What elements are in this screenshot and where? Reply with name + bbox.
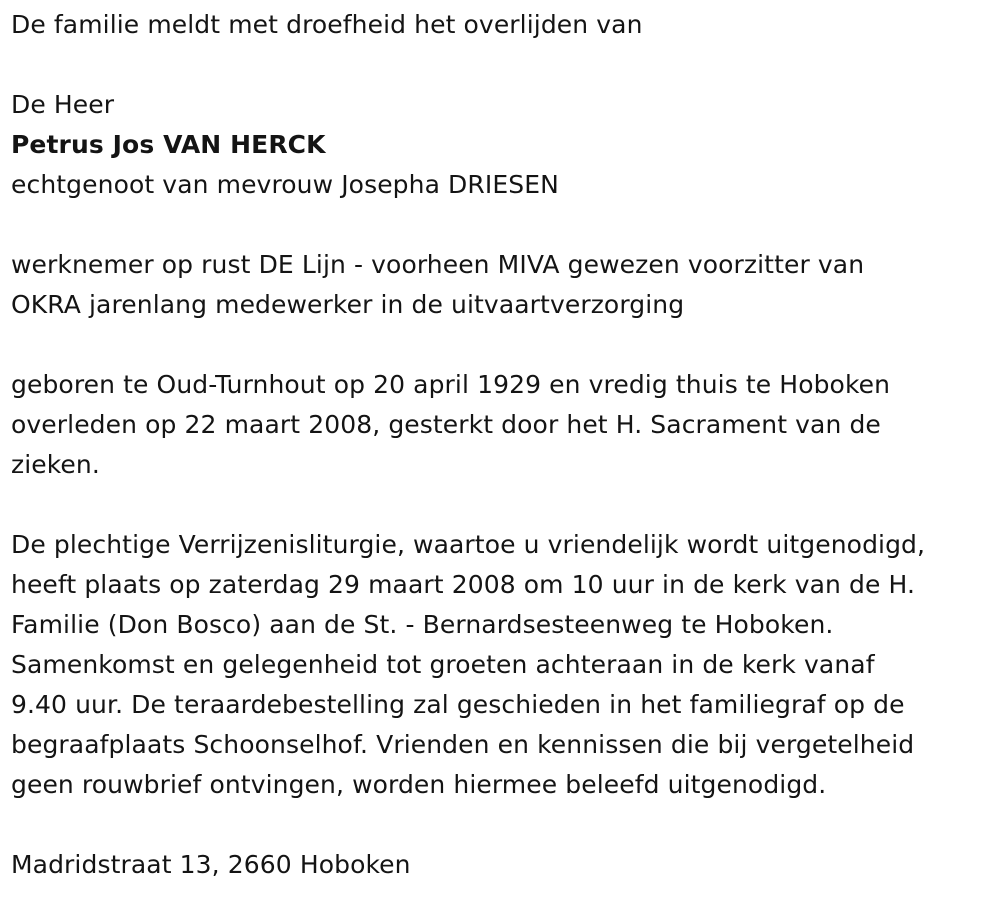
spacer — [11, 805, 986, 845]
spacer — [11, 205, 986, 245]
address-text: Madridstraat 13, 2660 Hoboken — [11, 850, 411, 879]
intro-text: De familie meldt met droefheid het overlijden van — [11, 10, 643, 39]
ceremony-line: De plechtige Verrijzenisliturgie, waartoe u vriendelijk wordt uitgenodigd, — [11, 530, 926, 559]
ceremony-line: begraafplaats Schoonselhof. Vrienden en kennissen die bij vergetelheid — [11, 730, 915, 759]
ceremony-paragraph — [11, 525, 986, 805]
birth-death-line: zieken. — [11, 450, 100, 479]
career-paragraph — [11, 245, 986, 325]
birth-death-line: geboren te Oud-Turnhout op 20 april 1929 en vredig thuis te Hoboken — [11, 370, 891, 399]
ceremony-line: heeft plaats op zaterdag 29 maart 2008 om 10 uur in de kerk van de H. — [11, 570, 916, 599]
deceased-name: Petrus Jos VAN HERCK — [11, 130, 326, 159]
birth-death-paragraph — [11, 365, 986, 485]
ceremony-line: Familie (Don Bosco) aan de St. - Bernardsesteenweg te Hoboken. — [11, 610, 834, 639]
spouse-text: echtgenoot van mevrouw Josepha DRIESEN — [11, 170, 559, 199]
spacer — [11, 485, 986, 525]
birth-death-line: overleden op 22 maart 2008, gesterkt door het H. Sacrament van de — [11, 410, 881, 439]
spacer — [11, 45, 986, 85]
ceremony-line: 9.40 uur. De teraardebestelling zal geschieden in het familiegraf op de — [11, 690, 905, 719]
career-line: werknemer op rust DE Lijn - voorheen MIVA gewezen voorzitter van — [11, 250, 865, 279]
spacer — [11, 325, 986, 365]
honorific-text: De Heer — [11, 90, 115, 119]
career-line: OKRA jarenlang medewerker in de uitvaartverzorging — [11, 290, 685, 319]
ceremony-line: geen rouwbrief ontvingen, worden hiermee beleefd uitgenodigd. — [11, 770, 827, 799]
obituary-notice — [11, 5, 986, 885]
ceremony-line: Samenkomst en gelegenheid tot groeten achteraan in de kerk vanaf — [11, 650, 875, 679]
